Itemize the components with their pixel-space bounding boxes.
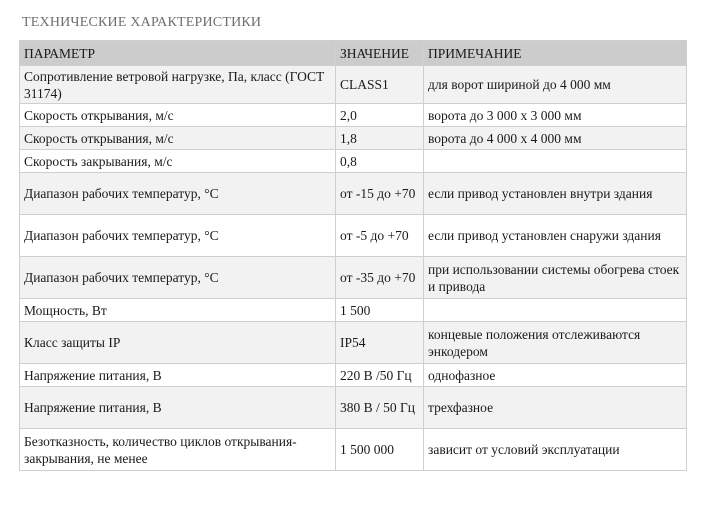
value-cell: 1 500 000 <box>336 429 424 471</box>
table-row <box>20 173 687 215</box>
note-cell <box>424 299 687 322</box>
table-row <box>20 215 687 257</box>
param-cell: Напряжение питания, В <box>20 364 336 387</box>
value-cell: от -15 до +70 <box>336 173 424 215</box>
note-cell: при использовании системы обогрева стоек и привода <box>424 257 687 299</box>
value-cell: CLASS1 <box>336 66 424 104</box>
header-row <box>20 41 687 66</box>
param-cell: Скорость открывания, м/с <box>20 127 336 150</box>
param-cell: Скорость открывания, м/с <box>20 104 336 127</box>
value-cell: от -5 до +70 <box>336 215 424 257</box>
table-row <box>20 104 687 127</box>
value-cell: 220 В /50 Гц <box>336 364 424 387</box>
note-cell: для ворот шириной до 4 000 мм <box>424 66 687 104</box>
value-cell: 2,0 <box>336 104 424 127</box>
table-row <box>20 387 687 429</box>
value-cell: IP54 <box>336 322 424 364</box>
note-cell: ворота до 3 000 x 3 000 мм <box>424 104 687 127</box>
specs-table <box>19 40 687 471</box>
param-cell: Скорость закрывания, м/с <box>20 150 336 173</box>
table-row <box>20 127 687 150</box>
note-cell: если привод установлен снаружи здания <box>424 215 687 257</box>
param-cell: Мощность, Вт <box>20 299 336 322</box>
note-cell: ворота до 4 000 x 4 000 мм <box>424 127 687 150</box>
note-cell: однофазное <box>424 364 687 387</box>
param-cell: Диапазон рабочих температур, °С <box>20 173 336 215</box>
note-cell: зависит от условий эксплуатации <box>424 429 687 471</box>
table-row <box>20 322 687 364</box>
param-cell: Безотказность, количество циклов открывания-закрывания, не менее <box>20 429 336 471</box>
param-cell: Сопротивление ветровой нагрузке, Па, класс (ГОСТ 31174) <box>20 66 336 104</box>
note-cell: трехфазное <box>424 387 687 429</box>
table-row <box>20 299 687 322</box>
note-cell: если привод установлен внутри здания <box>424 173 687 215</box>
column-header-value: ЗНАЧЕНИЕ <box>336 41 424 66</box>
param-cell: Напряжение питания, В <box>20 387 336 429</box>
value-cell: 380 В / 50 Гц <box>336 387 424 429</box>
value-cell: 1,8 <box>336 127 424 150</box>
page-title: ТЕХНИЧЕСКИЕ ХАРАКТЕРИСТИКИ <box>22 15 262 30</box>
table-row <box>20 429 687 471</box>
column-header-parameter: ПАРАМЕТР <box>20 41 336 66</box>
note-cell: концевые положения отслеживаются энкодером <box>424 322 687 364</box>
value-cell: 1 500 <box>336 299 424 322</box>
note-cell <box>424 150 687 173</box>
value-cell: от -35 до +70 <box>336 257 424 299</box>
table-row <box>20 150 687 173</box>
value-cell: 0,8 <box>336 150 424 173</box>
column-header-note: ПРИМЕЧАНИЕ <box>424 41 687 66</box>
table-row <box>20 257 687 299</box>
param-cell: Класс защиты IP <box>20 322 336 364</box>
param-cell: Диапазон рабочих температур, °С <box>20 215 336 257</box>
param-cell: Диапазон рабочих температур, °С <box>20 257 336 299</box>
table-row <box>20 66 687 104</box>
table-row <box>20 364 687 387</box>
